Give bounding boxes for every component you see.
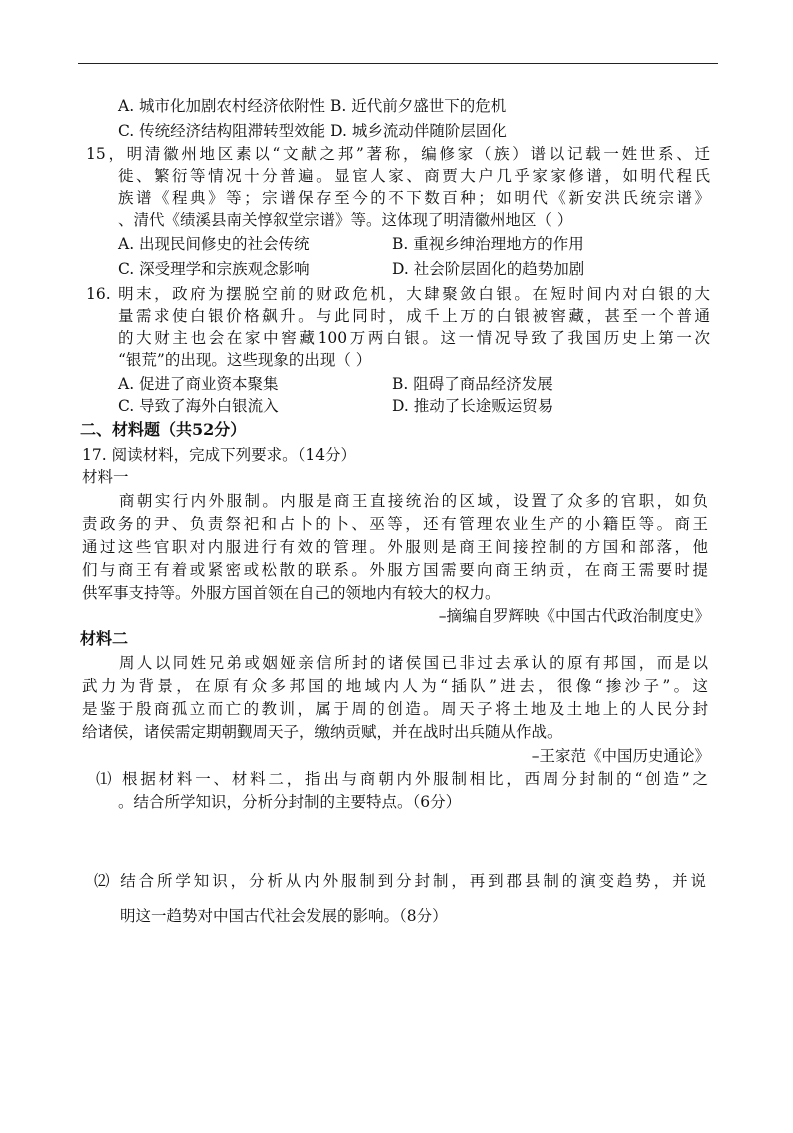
material-1-line-5: 供军事支持等。外服方国首领在自己的领地内有较大的权力。 [82, 584, 501, 602]
q16-option-a: A. 促进了商业资本聚集 [118, 375, 279, 393]
q17-intro: 17. 阅读材料，完成下列要求。（14分） [82, 446, 357, 464]
q16-option-d: D. 推动了长途贩运贸易 [392, 397, 554, 415]
material-2-line-3: 是鉴于殷商孤立而亡的教训，属于周的创造。周天子将土地及土地上的人民分封 [82, 700, 708, 718]
material-1-line-3: 通过这些官职对内服进行有效的管理。外服则是商王间接控制的方国和部落，他 [82, 538, 708, 556]
sub-question-1-line-2: 。结合所学知识，分析分封制的主要特点。（6分） [118, 793, 462, 811]
material-2-source: –王家范《中国历史通论》 [531, 747, 710, 765]
material-1-line-2: 责政务的尹、负责祭祀和占卜的卜、巫等，还有管理农业生产的小籍臣等。商王 [82, 515, 708, 533]
q14-options-line-2: C. 传统经济结构阻滞转型效能 D. 城乡流动伴随阶层固化 [118, 122, 507, 140]
q16-stem-line-1: 16. 明末，政府为摆脱空前的财政危机，大肆聚敛白银。在短时间内对白银的大 [86, 285, 710, 303]
q16-stem-line-4: “银荒”的出现。这些现象的出现（ ） [118, 351, 372, 369]
q15-option-b: B. 重视乡绅治理地方的作用 [392, 235, 584, 253]
material-1-source: –摘编自罗辉映《中国古代政治制度史》 [438, 607, 710, 625]
sub-question-2-line-2: 明这一趋势对中国古代社会发展的影响。（8分） [120, 907, 448, 925]
q15-option-c: C. 深受理学和宗族观念影响 [118, 260, 310, 278]
q16-stem-line-3: 的大财主也会在家中窖藏100万两白银。这一情况导致了我国历史上第一次 [118, 329, 710, 347]
q16-option-b: B. 阻碍了商品经济发展 [392, 375, 553, 393]
q15-option-a: A. 出现民间修史的社会传统 [118, 235, 310, 253]
material-2-line-4: 给诸侯，诸侯需定期朝觐周天子，缴纳贡赋，并在战时出兵随从作战。 [82, 723, 563, 741]
section-2-title: 二、材料题（共52分） [80, 420, 247, 439]
sub-question-2-line-1: ⑵ 结合所学知识，分析从内外服制到分封制，再到郡县制的演变趋势，并说 [94, 872, 706, 890]
q15-stem-line-3: 族谱《程典》等；宗谱保存至今的不下数百种；如明代《新安洪氏统宗谱》 [118, 189, 710, 207]
header-rule [78, 63, 718, 64]
sub-question-1-line-1: ⑴ 根据材料一、材料二，指出与商朝内外服制相比，西周分封制的“创造”之 [96, 770, 708, 788]
q14-options-line-1: A. 城市化加剧农村经济依附性 B. 近代前夕盛世下的危机 [118, 97, 507, 115]
material-1-label: 材料一 [82, 468, 129, 486]
material-1-line-4: 们与商王有着或紧密或松散的联系。外服方国需要向商王纳贡，在商王需要时提 [82, 561, 708, 579]
material-2-line-2: 武力为背景，在原有众多邦国的地域内人为“插队”进去，很像“掺沙子”。这 [82, 677, 708, 695]
material-1-line-1: 商朝实行内外服制。内服是商王直接统治的区域，设置了众多的官职，如负 [119, 492, 708, 510]
q15-option-d: D. 社会阶层固化的趋势加剧 [392, 260, 585, 278]
q15-stem-line-1: 15，明清徽州地区素以“文献之邦”著称，编修家（族）谱以记载一姓世系、迁 [86, 145, 710, 163]
material-2-line-1: 周人以同姓兄弟或姻娅亲信所封的诸侯国已非过去承认的原有邦国，而是以 [119, 654, 708, 672]
q16-stem-line-2: 量需求使白银价格飙升。与此同时，成千上万的白银被窖藏，甚至一个普通 [118, 307, 710, 325]
q15-stem-line-2: 徙、繁衍等情况十分普遍。显宦人家、商贾大户几乎家家修谱，如明代程氏 [118, 167, 710, 185]
material-2-label: 材料二 [80, 629, 129, 648]
q15-stem-line-4: 、清代《绩溪县南关惇叙堂宗谱》等。这体现了明清徽州地区（ ） [118, 211, 573, 229]
q16-option-c: C. 导致了海外白银流入 [118, 397, 279, 415]
